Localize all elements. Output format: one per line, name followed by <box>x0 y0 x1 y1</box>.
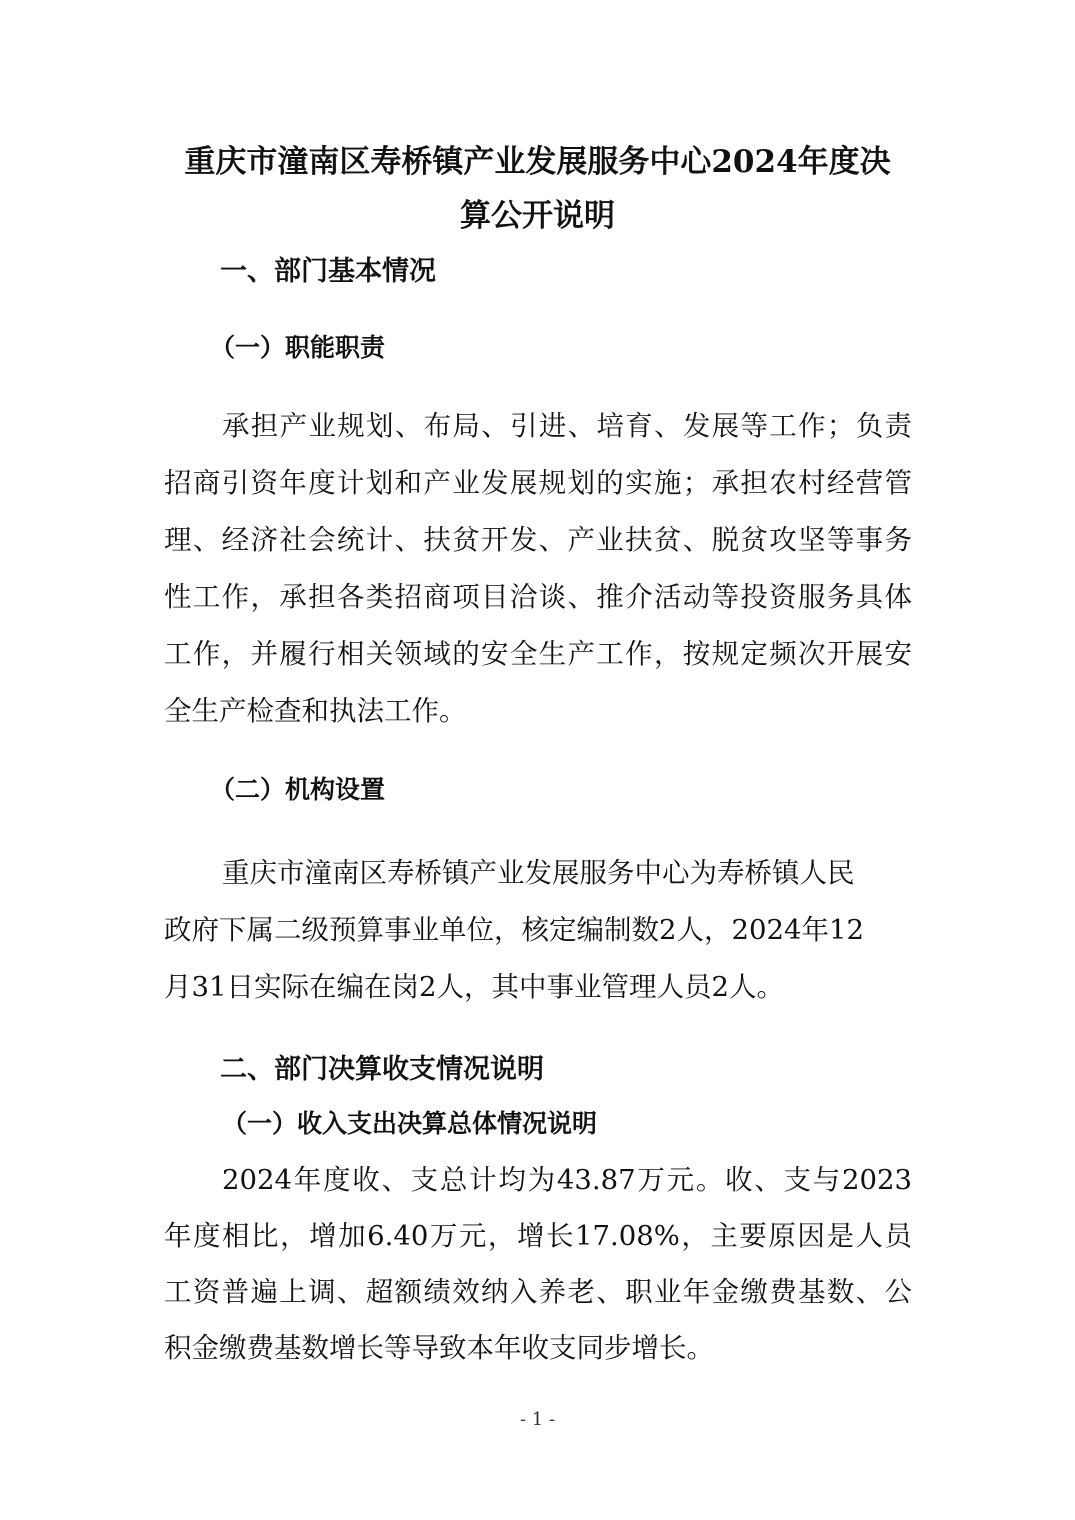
paragraph-line: 年度相比，增加6.40万元，增长17.08%，主要原因是人员 <box>164 1220 912 1252</box>
page-number: - 1 - <box>519 1409 556 1430</box>
paragraph-line: 性工作，承担各类招商项目洽谈、推介活动等投资服务具体 <box>164 581 912 613</box>
paragraph-line: 承担产业规划、布局、引进、培育、发展等工作；负责 <box>222 410 912 442</box>
paragraph-line: 招商引资年度计划和产业发展规划的实施；承担农村经营管 <box>164 467 912 499</box>
section-2-heading: 二、部门决算收支情况说明 <box>220 1054 544 1085</box>
section-1-heading: 一、部门基本情况 <box>220 256 436 287</box>
paragraph-line: 重庆市潼南区寿桥镇产业发展服务中心为寿桥镇人民 <box>222 857 855 889</box>
paragraph-line: 政府下属二级预算事业单位，核定编制数2人，2024年12 <box>164 914 864 946</box>
document-title-line-1: 重庆市潼南区寿桥镇产业发展服务中心2024年度决 <box>184 144 891 180</box>
paragraph-line: 全生产检查和执法工作。 <box>164 695 467 727</box>
paragraph-line: 工作，并履行相关领域的安全生产工作，按规定频次开展安 <box>164 638 912 670</box>
paragraph-line: 积金缴费基数增长等导致本年收支同步增长。 <box>164 1332 714 1364</box>
subsection-overall-heading: （一）收入支出决算总体情况说明 <box>222 1109 598 1138</box>
subsection-duties-heading: （一）职能职责 <box>210 333 386 362</box>
paragraph-line: 工资普遍上调、超额绩效纳入养老、职业年金缴费基数、公 <box>164 1276 912 1308</box>
subsection-organization-heading: （二）机构设置 <box>210 775 386 804</box>
paragraph-line: 2024年度收、支总计均为43.87万元。收、支与2023 <box>222 1164 912 1196</box>
paragraph-line: 月31日实际在编在岗2人，其中事业管理人员2人。 <box>164 971 784 1003</box>
document-title-line-2: 算公开说明 <box>460 198 615 234</box>
paragraph-line: 理、经济社会统计、扶贫开发、产业扶贫、脱贫攻坚等事务 <box>164 524 912 556</box>
